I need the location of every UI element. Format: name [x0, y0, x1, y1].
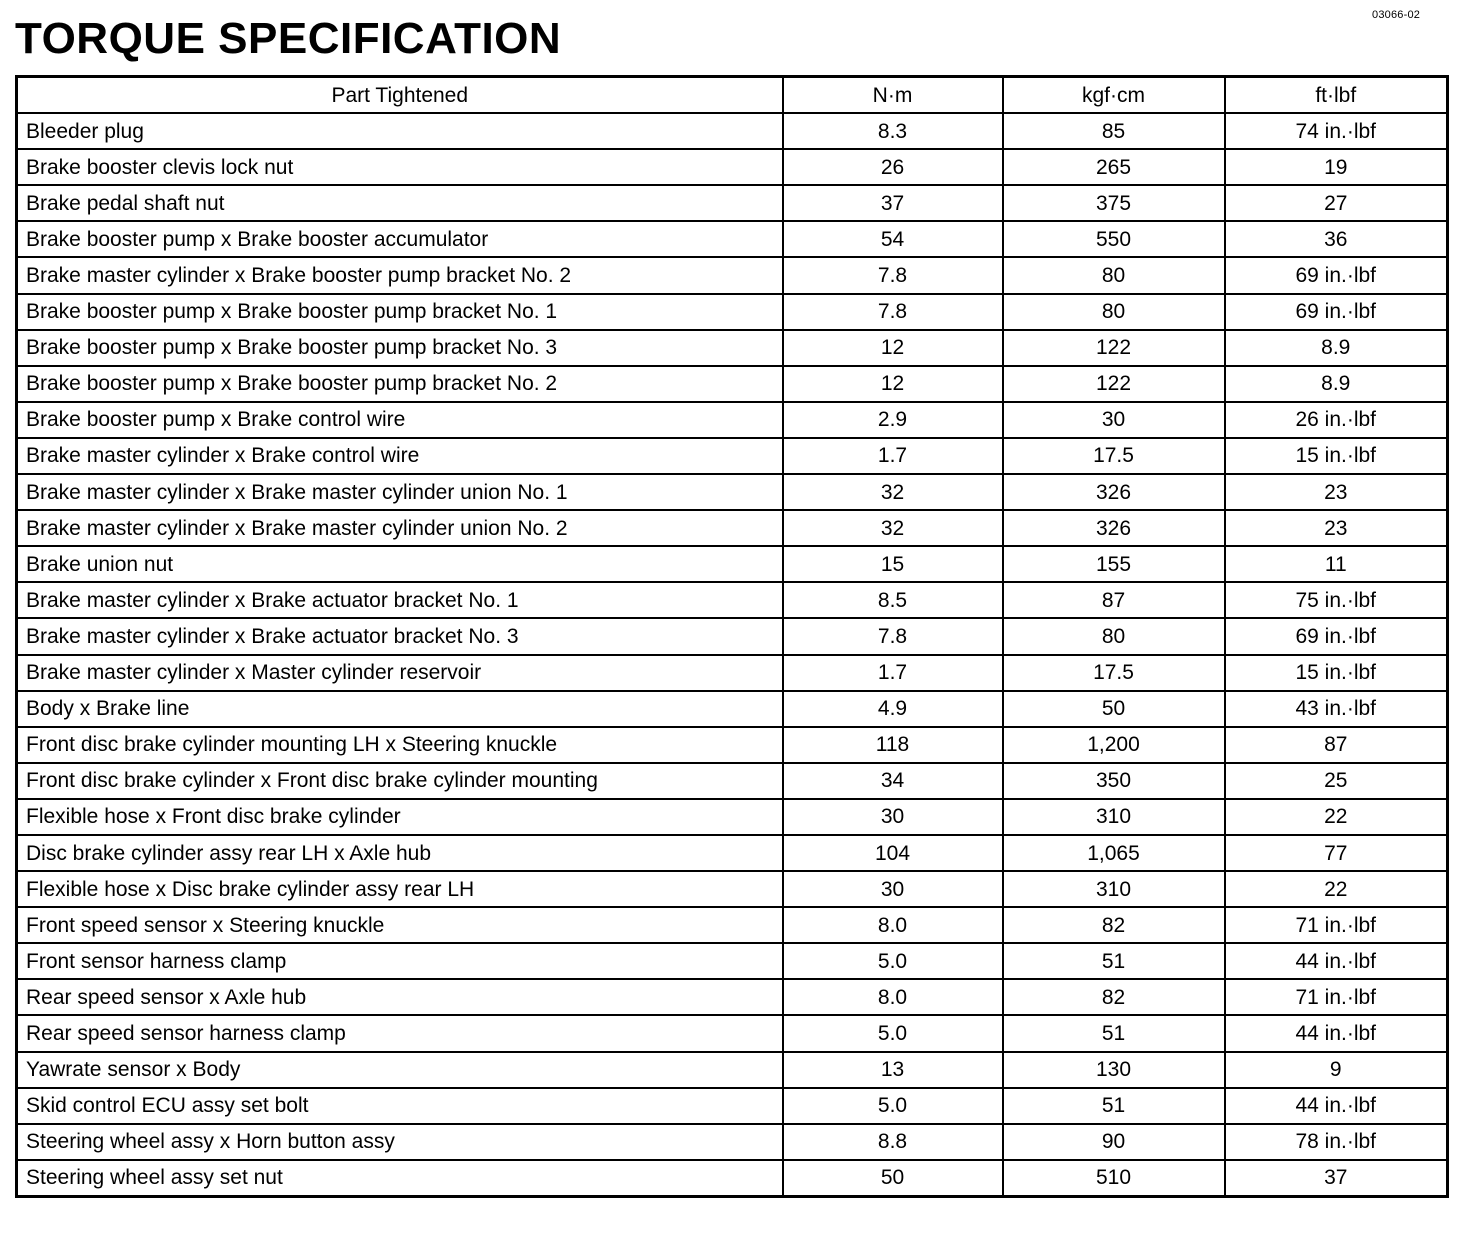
nm-cell: 5.0 [783, 943, 1003, 979]
part-cell: Brake master cylinder x Brake booster pump bracket No. 2 [17, 257, 783, 293]
table-row [17, 366, 1448, 402]
kgfcm-cell: 310 [1003, 871, 1225, 907]
part-cell: Brake booster pump x Brake booster accumulator [17, 221, 783, 257]
part-cell: Bleeder plug [17, 113, 783, 149]
table-row [17, 438, 1448, 474]
part-cell: Brake pedal shaft nut [17, 185, 783, 221]
ftlbf-cell: 8.9 [1225, 366, 1448, 402]
table-row [17, 727, 1448, 763]
ftlbf-cell: 69 in.·lbf [1225, 618, 1448, 654]
kgfcm-cell: 80 [1003, 618, 1225, 654]
ftlbf-cell: 78 in.·lbf [1225, 1124, 1448, 1160]
table-row [17, 799, 1448, 835]
nm-cell: 5.0 [783, 1015, 1003, 1051]
part-cell: Flexible hose x Disc brake cylinder assy rear LH [17, 871, 783, 907]
kgfcm-cell: 122 [1003, 330, 1225, 366]
part-cell: Rear speed sensor x Axle hub [17, 979, 783, 1015]
table-row [17, 655, 1448, 691]
ftlbf-cell: 37 [1225, 1160, 1448, 1197]
kgfcm-cell: 51 [1003, 943, 1225, 979]
table-row [17, 330, 1448, 366]
table-row [17, 546, 1448, 582]
part-cell: Brake master cylinder x Brake master cylinder union No. 2 [17, 510, 783, 546]
nm-cell: 34 [783, 763, 1003, 799]
table-row [17, 257, 1448, 293]
part-cell: Brake booster pump x Brake booster pump bracket No. 1 [17, 294, 783, 330]
kgfcm-cell: 326 [1003, 474, 1225, 510]
part-cell: Brake booster pump x Brake booster pump bracket No. 2 [17, 366, 783, 402]
table-row [17, 221, 1448, 257]
ftlbf-cell: 19 [1225, 149, 1448, 185]
kgfcm-cell: 51 [1003, 1088, 1225, 1124]
table-row [17, 185, 1448, 221]
ftlbf-cell: 9 [1225, 1052, 1448, 1088]
table-row [17, 1088, 1448, 1124]
table-row [17, 149, 1448, 185]
ftlbf-cell: 44 in.·lbf [1225, 1088, 1448, 1124]
nm-cell: 26 [783, 149, 1003, 185]
table-row [17, 907, 1448, 943]
ftlbf-cell: 71 in.·lbf [1225, 907, 1448, 943]
nm-cell: 7.8 [783, 257, 1003, 293]
ftlbf-cell: 26 in.·lbf [1225, 402, 1448, 438]
kgfcm-cell: 550 [1003, 221, 1225, 257]
ftlbf-cell: 44 in.·lbf [1225, 943, 1448, 979]
kgfcm-cell: 82 [1003, 907, 1225, 943]
ftlbf-cell: 71 in.·lbf [1225, 979, 1448, 1015]
part-cell: Disc brake cylinder assy rear LH x Axle hub [17, 835, 783, 871]
kgfcm-cell: 80 [1003, 257, 1225, 293]
nm-cell: 8.0 [783, 907, 1003, 943]
ftlbf-cell: 36 [1225, 221, 1448, 257]
part-cell: Body x Brake line [17, 691, 783, 727]
part-cell: Brake booster pump x Brake control wire [17, 402, 783, 438]
ftlbf-cell: 23 [1225, 474, 1448, 510]
ftlbf-cell: 15 in.·lbf [1225, 438, 1448, 474]
part-cell: Brake master cylinder x Master cylinder reservoir [17, 655, 783, 691]
nm-cell: 8.3 [783, 113, 1003, 149]
ftlbf-cell: 75 in.·lbf [1225, 582, 1448, 618]
nm-cell: 2.9 [783, 402, 1003, 438]
ftlbf-cell: 8.9 [1225, 330, 1448, 366]
part-cell: Brake booster clevis lock nut [17, 149, 783, 185]
ftlbf-cell: 22 [1225, 871, 1448, 907]
nm-cell: 30 [783, 799, 1003, 835]
nm-cell: 8.5 [783, 582, 1003, 618]
table-row [17, 294, 1448, 330]
table-body [17, 113, 1448, 1196]
ftlbf-cell: 15 in.·lbf [1225, 655, 1448, 691]
part-cell: Front disc brake cylinder mounting LH x Steering knuckle [17, 727, 783, 763]
kgfcm-cell: 90 [1003, 1124, 1225, 1160]
kgfcm-cell: 130 [1003, 1052, 1225, 1088]
table-row [17, 1052, 1448, 1088]
table-row [17, 113, 1448, 149]
kgfcm-cell: 85 [1003, 113, 1225, 149]
table-header-row [17, 77, 1448, 114]
nm-cell: 32 [783, 510, 1003, 546]
table-row [17, 474, 1448, 510]
part-cell: Brake booster pump x Brake booster pump bracket No. 3 [17, 330, 783, 366]
nm-cell: 5.0 [783, 1088, 1003, 1124]
part-cell: Steering wheel assy x Horn button assy [17, 1124, 783, 1160]
part-cell: Brake master cylinder x Brake control wire [17, 438, 783, 474]
kgfcm-cell: 510 [1003, 1160, 1225, 1197]
nm-cell: 1.7 [783, 655, 1003, 691]
nm-cell: 8.0 [783, 979, 1003, 1015]
part-cell: Front speed sensor x Steering knuckle [17, 907, 783, 943]
ftlbf-cell: 77 [1225, 835, 1448, 871]
nm-cell: 118 [783, 727, 1003, 763]
ftlbf-cell: 74 in.·lbf [1225, 113, 1448, 149]
kgfcm-cell: 155 [1003, 546, 1225, 582]
column-header-part: Part Tightened [17, 77, 783, 114]
page-title: TORQUE SPECIFICATION [15, 14, 562, 63]
table-row [17, 1015, 1448, 1051]
ftlbf-cell: 69 in.·lbf [1225, 294, 1448, 330]
kgfcm-cell: 310 [1003, 799, 1225, 835]
table-row [17, 1160, 1448, 1197]
kgfcm-cell: 82 [1003, 979, 1225, 1015]
part-cell: Flexible hose x Front disc brake cylinder [17, 799, 783, 835]
table-row [17, 763, 1448, 799]
nm-cell: 8.8 [783, 1124, 1003, 1160]
kgfcm-cell: 50 [1003, 691, 1225, 727]
kgfcm-cell: 350 [1003, 763, 1225, 799]
nm-cell: 12 [783, 330, 1003, 366]
table-row [17, 943, 1448, 979]
nm-cell: 37 [783, 185, 1003, 221]
kgfcm-cell: 326 [1003, 510, 1225, 546]
kgfcm-cell: 375 [1003, 185, 1225, 221]
table-row [17, 1124, 1448, 1160]
table-row [17, 835, 1448, 871]
ftlbf-cell: 27 [1225, 185, 1448, 221]
kgfcm-cell: 1,065 [1003, 835, 1225, 871]
ftlbf-cell: 22 [1225, 799, 1448, 835]
part-cell: Brake master cylinder x Brake actuator bracket No. 1 [17, 582, 783, 618]
kgfcm-cell: 17.5 [1003, 438, 1225, 474]
table-row [17, 582, 1448, 618]
ftlbf-cell: 11 [1225, 546, 1448, 582]
kgfcm-cell: 87 [1003, 582, 1225, 618]
ftlbf-cell: 69 in.·lbf [1225, 257, 1448, 293]
table-row [17, 618, 1448, 654]
kgfcm-cell: 30 [1003, 402, 1225, 438]
nm-cell: 7.8 [783, 618, 1003, 654]
kgfcm-cell: 80 [1003, 294, 1225, 330]
table-row [17, 510, 1448, 546]
part-cell: Front sensor harness clamp [17, 943, 783, 979]
part-cell: Front disc brake cylinder x Front disc brake cylinder mounting [17, 763, 783, 799]
ftlbf-cell: 44 in.·lbf [1225, 1015, 1448, 1051]
nm-cell: 104 [783, 835, 1003, 871]
column-header-ftlbf: ft·lbf [1225, 77, 1448, 114]
column-header-nm: N·m [783, 77, 1003, 114]
nm-cell: 7.8 [783, 294, 1003, 330]
kgfcm-cell: 122 [1003, 366, 1225, 402]
ftlbf-cell: 87 [1225, 727, 1448, 763]
kgfcm-cell: 1,200 [1003, 727, 1225, 763]
table-row [17, 691, 1448, 727]
table-row [17, 979, 1448, 1015]
nm-cell: 1.7 [783, 438, 1003, 474]
document-code: 03066-02 [1372, 9, 1421, 21]
part-cell: Rear speed sensor harness clamp [17, 1015, 783, 1051]
kgfcm-cell: 51 [1003, 1015, 1225, 1051]
ftlbf-cell: 23 [1225, 510, 1448, 546]
part-cell: Brake master cylinder x Brake actuator bracket No. 3 [17, 618, 783, 654]
nm-cell: 13 [783, 1052, 1003, 1088]
torque-spec-table [15, 75, 1449, 1198]
kgfcm-cell: 265 [1003, 149, 1225, 185]
ftlbf-cell: 43 in.·lbf [1225, 691, 1448, 727]
nm-cell: 30 [783, 871, 1003, 907]
nm-cell: 32 [783, 474, 1003, 510]
table-row [17, 402, 1448, 438]
table-row [17, 871, 1448, 907]
nm-cell: 4.9 [783, 691, 1003, 727]
nm-cell: 54 [783, 221, 1003, 257]
part-cell: Skid control ECU assy set bolt [17, 1088, 783, 1124]
part-cell: Yawrate sensor x Body [17, 1052, 783, 1088]
part-cell: Steering wheel assy set nut [17, 1160, 783, 1197]
nm-cell: 50 [783, 1160, 1003, 1197]
part-cell: Brake master cylinder x Brake master cylinder union No. 1 [17, 474, 783, 510]
ftlbf-cell: 25 [1225, 763, 1448, 799]
part-cell: Brake union nut [17, 546, 783, 582]
nm-cell: 15 [783, 546, 1003, 582]
column-header-kgfcm: kgf·cm [1003, 77, 1225, 114]
nm-cell: 12 [783, 366, 1003, 402]
kgfcm-cell: 17.5 [1003, 655, 1225, 691]
